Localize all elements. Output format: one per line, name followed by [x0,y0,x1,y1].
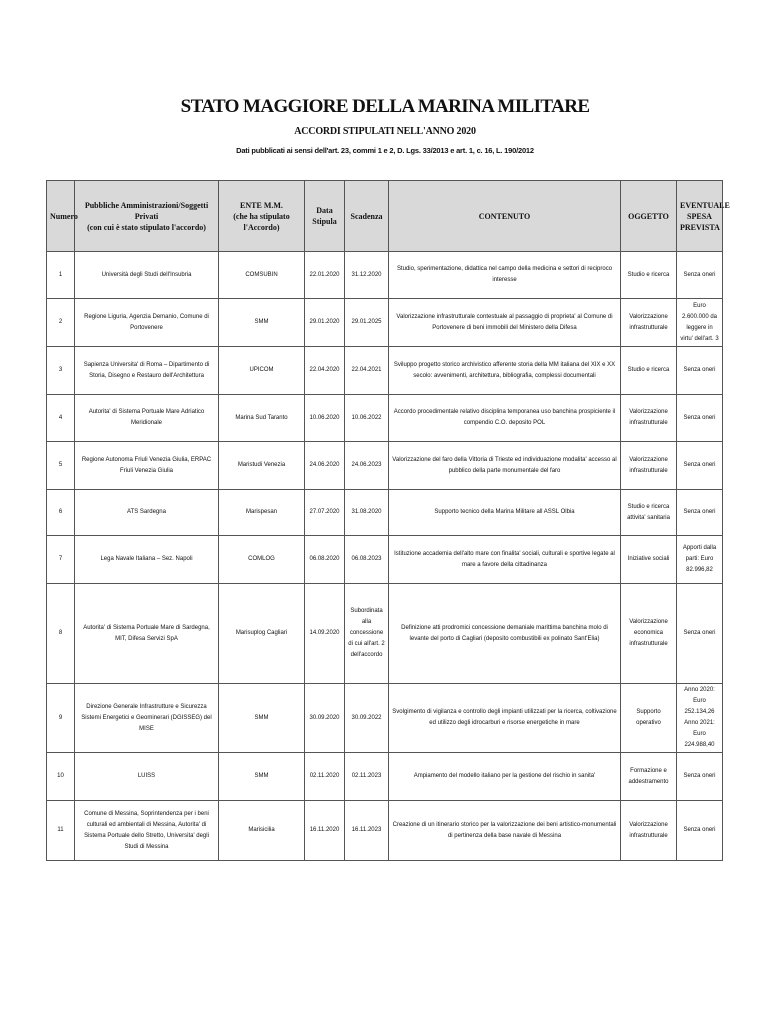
cell-spesa: Senza oneri [677,395,723,442]
header-pa-line1: Pubbliche Amministrazioni/Soggetti Privati [84,200,209,221]
header-row [47,181,723,252]
cell-pa: Università degli Studi dell'Insubria [75,252,219,299]
cell-contenuto: Accordo procedimentale relativo disciplina temporanea uso banchina prospiciente il compendio C.O. deposito POL [389,395,621,442]
cell-pa: Regione Autonoma Friuli Venezia Giulia, ERPAC Friuli Venezia Giulia [75,442,219,490]
cell-numero: 2 [47,299,75,347]
cell-spesa: Senza oneri [677,490,723,536]
table-row [47,252,723,299]
header-pa-line2: (con cui è stato stipulato l'accordo) [87,222,206,232]
cell-ente: UPICOM [219,347,305,395]
cell-contenuto: Valorizzazione del faro della Vittoria di Trieste ed individuazione modalita' accesso al pubblico della parte monumentale del faro [389,442,621,490]
cell-pa: Autorita' di Sistema Portuale Mare Adriatico Meridionale [75,395,219,442]
cell-scadenza: 10.06.2022 [345,395,389,442]
table-row [47,536,723,584]
table-row [47,395,723,442]
header-scadenza: Scadenza [345,181,389,252]
cell-ente: COMSUBIN [219,252,305,299]
header-ente-line2: (che ha stipulato l'Accordo) [233,211,290,232]
cell-oggetto: Valorizzazione infrastrutturale [621,442,677,490]
cell-spesa: Apporti dalla parti: Euro 82.996,82 [677,536,723,584]
cell-scadenza: 06.08.2023 [345,536,389,584]
cell-data: 22.01.2020 [305,252,345,299]
cell-contenuto: Supporto tecnico della Marina Militare all ASSL Olbia [389,490,621,536]
cell-ente: Marispesan [219,490,305,536]
cell-data: 14.09.2020 [305,584,345,684]
cell-pa: Lega Navale Italiana – Sez. Napoli [75,536,219,584]
cell-numero: 1 [47,252,75,299]
cell-ente: SMM [219,684,305,753]
cell-ente: Marisicilia [219,801,305,861]
table-row [47,490,723,536]
table-row [47,299,723,347]
cell-ente: Marina Sud Taranto [219,395,305,442]
cell-spesa: Senza oneri [677,584,723,684]
cell-data: 10.06.2020 [305,395,345,442]
cell-scadenza: 31.12.2020 [345,252,389,299]
cell-contenuto: Creazione di un itinerario storico per la valorizzazione dei beni artistico-monumentali di pertinenza della base navale di Messina [389,801,621,861]
cell-oggetto: Valorizzazione infrastrutturale [621,801,677,861]
table-row [47,753,723,801]
cell-data: 16.11.2020 [305,801,345,861]
cell-contenuto: Ampiamento del modello italiano per la gestione del rischio in sanita' [389,753,621,801]
cell-data: 06.08.2020 [305,536,345,584]
header-spesa-line2: SPESA PREVISTA [680,211,720,232]
cell-scadenza: 29.01.2025 [345,299,389,347]
cell-oggetto: Valorizzazione economica infrastrutturale [621,584,677,684]
cell-numero: 10 [47,753,75,801]
page-title: STATO MAGGIORE DELLA MARINA MILITARE [180,96,590,117]
header-oggetto: OGGETTO [621,181,677,252]
agreements-table [46,180,730,861]
cell-ente: Maristudi Venezia [219,442,305,490]
cell-data: 22.04.2020 [305,347,345,395]
cell-pa: ATS Sardegna [75,490,219,536]
cell-spesa: Senza oneri [677,753,723,801]
cell-numero: 4 [47,395,75,442]
cell-oggetto: Studio e ricerca [621,347,677,395]
cell-scadenza: 22.04.2021 [345,347,389,395]
header-data [305,181,345,252]
cell-numero: 6 [47,490,75,536]
cell-spesa: Senza oneri [677,442,723,490]
cell-numero: 11 [47,801,75,861]
header-spesa [677,181,730,252]
table-header [47,181,730,252]
cell-data: 30.09.2020 [305,684,345,753]
cell-spesa: Senza oneri [677,252,723,299]
cell-ente: SMM [219,753,305,801]
cell-ente: COMLOG [219,536,305,584]
table-row [47,347,723,395]
cell-numero: 9 [47,684,75,753]
table-row [47,801,723,861]
cell-numero: 7 [47,536,75,584]
cell-contenuto: Sviluppo progetto storico archivistico afferente storia della MM italiana del XIX e XX secolo: avvenimenti, architettura, bibliografia, complessi documentali [389,347,621,395]
cell-oggetto: Valorizzazione infrastrutturale [621,299,677,347]
cell-numero: 8 [47,584,75,684]
page-subtitle: ACCORDI STIPULATI NELL'ANNO 2020 [294,126,476,137]
cell-spesa: Senza oneri [677,347,723,395]
header-contenuto: CONTENUTO [389,181,621,252]
header-data-line2: Stipula [312,217,337,226]
cell-scadenza: 24.06.2023 [345,442,389,490]
cell-scadenza: Subordinata alla concessione di cui all'art. 2 dell'accordo [345,584,389,684]
cell-pa: Direzione Generale Infrastrutture e Sicurezza Sistemi Energetici e Geominerari (DGISSEG) del MISE [75,684,219,753]
cell-data: 29.01.2020 [305,299,345,347]
table-row [47,684,723,753]
cell-numero: 5 [47,442,75,490]
cell-scadenza: 16.11.2023 [345,801,389,861]
cell-spesa: Senza oneri [677,801,723,861]
header-pubbliche-amministrazioni [75,181,219,252]
cell-pa: Autorita' di Sistema Portuale Mare di Sardegna, MIT, Difesa Servizi SpA [75,584,219,684]
cell-contenuto: Svolgimento di vigilanza e controllo degli impianti utilizzati per la ricerca, coltivazione ed utilizzo degli idrocarburi e risorse energetiche in mare [389,684,621,753]
cell-pa: Sapienza Universita' di Roma – Dipartimento di Storia, Disegno e Restauro dell'Architettura [75,347,219,395]
cell-oggetto: Supporto operativo [621,684,677,753]
cell-scadenza: 02.11.2023 [345,753,389,801]
cell-spesa: Euro 2.600.000 da leggere in virtu' dell'art. 3 [677,299,723,347]
cell-pa: Comune di Messina, Soprintendenza per i beni culturali ed ambientali di Messina, Autorita' di Sistema Portuale dello Stretto, Universita' degli Studi di Messina [75,801,219,861]
cell-ente: SMM [219,299,305,347]
cell-oggetto: Studio e ricerca [621,252,677,299]
table-row [47,584,723,684]
cell-pa: LUISS [75,753,219,801]
cell-data: 24.06.2020 [305,442,345,490]
cell-oggetto: Formazione e addestramento [621,753,677,801]
header-spesa-line1: EVENTUALE [680,200,730,210]
cell-scadenza: 30.09.2022 [345,684,389,753]
cell-ente: Marisuplog Cagliari [219,584,305,684]
cell-numero: 3 [47,347,75,395]
cell-data: 27.07.2020 [305,490,345,536]
cell-spesa: Anno 2020: Euro 252.134,26 Anno 2021: Euro 224.988,40 [677,684,723,753]
cell-oggetto: Valorizzazione infrastrutturale [621,395,677,442]
cell-data: 02.11.2020 [305,753,345,801]
header-numero: Numero [47,181,75,252]
header-ente-line1: ENTE M.M. [240,200,283,210]
cell-oggetto: Iniziative sociali [621,536,677,584]
legal-note: Dati pubblicati ai sensi dell'art. 23, commi 1 e 2, D. Lgs. 33/2013 e art. 1, c. 16, L. 190/2012 [236,146,534,155]
cell-contenuto: Valorizzazione infrastrutturale contestuale al passaggio di proprieta' al Comune di Portovenere di beni immobili del Ministero della Difesa [389,299,621,347]
cell-contenuto: Studio, sperimentazione, didattica nel campo della medicina e settori di reciproco interesse [389,252,621,299]
cell-scadenza: 31.08.2020 [345,490,389,536]
header-ente [219,181,305,252]
cell-contenuto: Definizione atti prodromici concessione demaniale marittima banchina molo di levante del porto di Cagliari (deposito combustibili ex polinato Sant'Elia) [389,584,621,684]
cell-pa: Regione Liguria, Agenzia Demanio, Comune di Portovenere [75,299,219,347]
header-data-line1: Data [316,206,333,215]
table-row [47,442,723,490]
table-body [47,252,723,861]
cell-contenuto: Istituzione accademia dell'alto mare con finalita' sociali, culturali e sportive legate al mare a favore della cittadinanza [389,536,621,584]
cell-oggetto: Studio e ricerca attivita' sanitaria [621,490,677,536]
